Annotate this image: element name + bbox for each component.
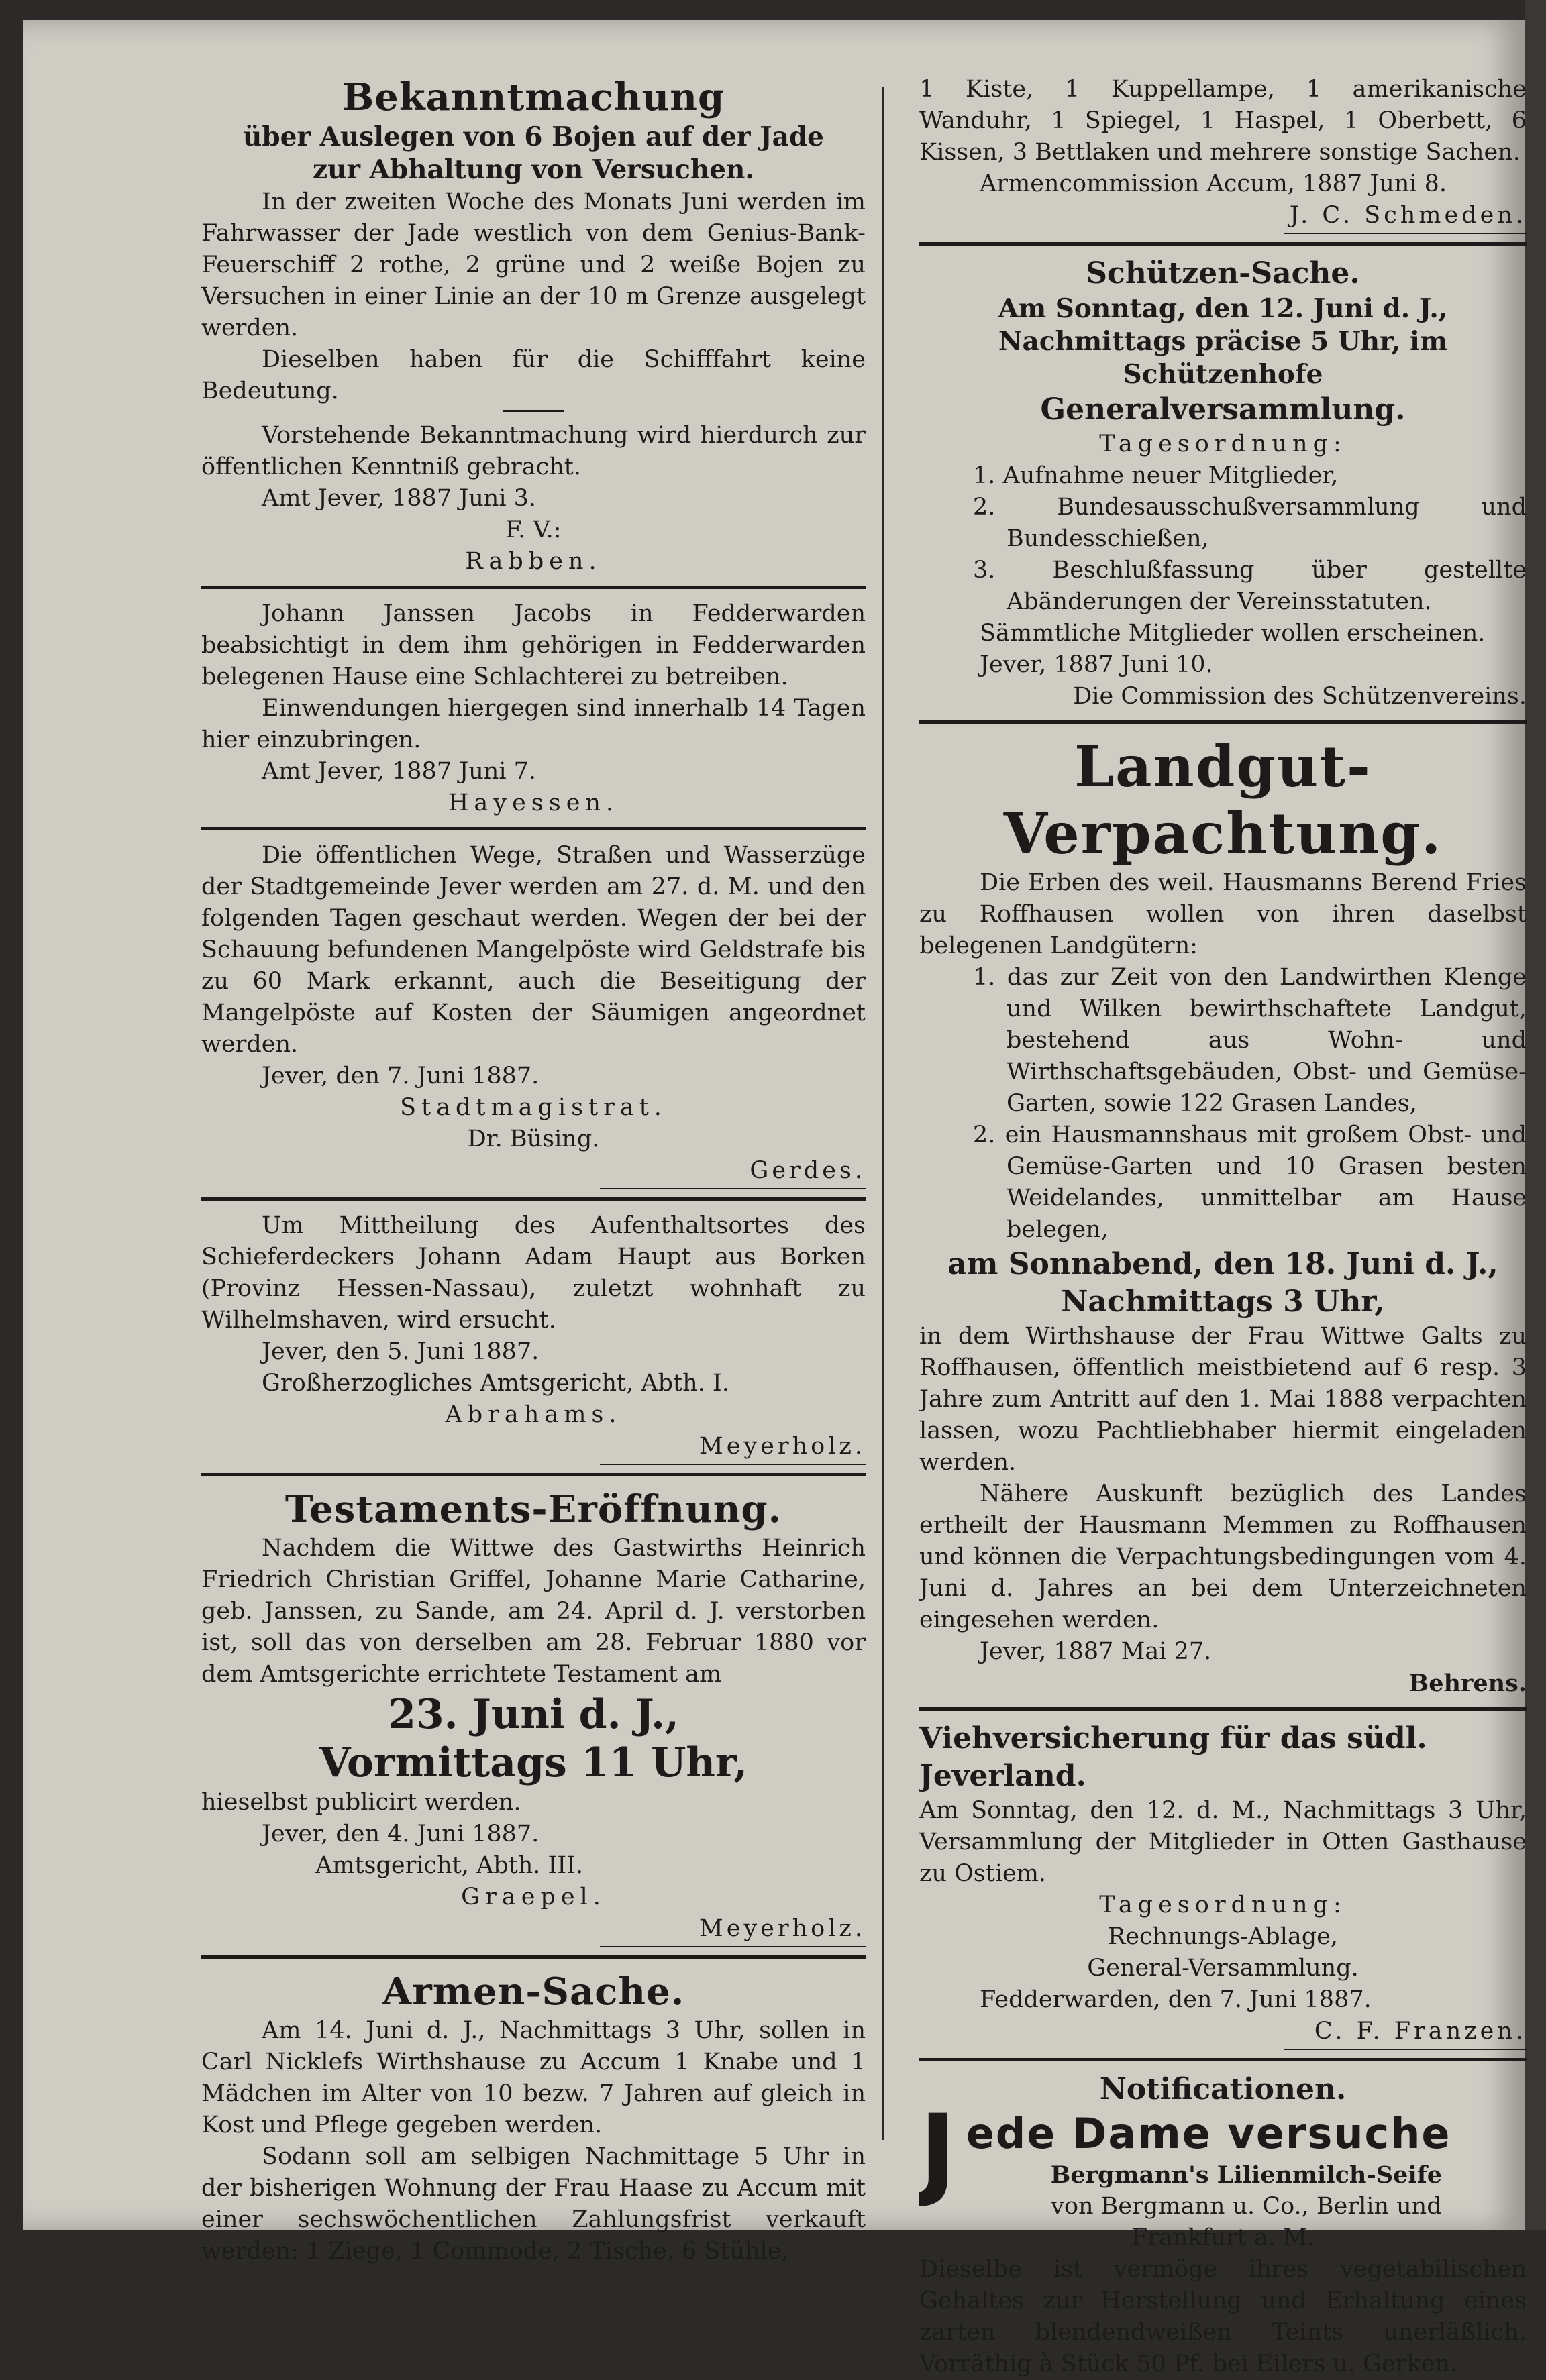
testament-place-date: Jever, den 4. Juni 1887. [262, 1821, 539, 1847]
landgut-item: 2. ein Hausmannshaus mit großem Obst- und Gemüse-Garten und 10 Grasen besten Weidelandes, unmittelbar am Hause belegen, [973, 1122, 1527, 1243]
section-rule [919, 242, 1527, 246]
bekanntmachung-text-2: Dieselben haben für die Schifffahrt keine Bedeutung. [201, 346, 866, 404]
bekanntmachung-text-1: In der zweiten Woche des Monats Juni werden im Fahrwasser der Jade westlich von dem Genius-Bank-Feuerschiff 2 rothe, 2 grüne und 2 weiße Bojen zu Versuchen in einer Linie an der 10 m Grenze ausgelegt werden. [201, 188, 866, 341]
wege-place-date: Jever, den 7. Juni 1887. [262, 1063, 539, 1089]
section-rule [919, 720, 1527, 724]
section-rule [201, 1473, 866, 1476]
notificationen-title: Notificationen. [1099, 2072, 1347, 2106]
testament-time: Vormittags 11 Uhr, [319, 1739, 748, 1786]
viehversicherung-item-2: General-Versammlung. [1087, 1955, 1359, 1982]
haupt-place-date: Jever, den 5. Juni 1887. [262, 1338, 539, 1365]
landgut-time: Nachmittags 3 Uhr, [1061, 1285, 1385, 1319]
viehversicherung-signature: C. F. Franzen. [1284, 2016, 1527, 2050]
schuetzen-item: 1. Aufnahme neuer Mitglieder, [973, 462, 1339, 489]
wege-text: Die öffentlichen Wege, Straßen und Wasserzüge der Stadtgemeinde Jever werden am 27. d. M. und den folgenden Tagen geschaut werden. Wegen der bei der Schauung befundenen Mangelpöste wird Geldstrafe bis zu 60 Mark erkannt, auch die Beseitigung der Mangelpöste auf Kosten der Säumigen angeordnet werden. [201, 842, 866, 1058]
testament-date: 23. Juni d. J., [388, 1691, 679, 1738]
janssen-place-date: Amt Jever, 1887 Juni 7. [262, 758, 537, 785]
wege-name: Dr. Büsing. [467, 1126, 600, 1152]
viehversicherung-text: Am Sonntag, den 12. d. M., Nachmittags 3 Uhr, Versammlung der Mitglieder in Otten Gasthause zu Ostiem. [919, 1797, 1527, 1887]
schuetzen-title: Schützen-Sache. [1086, 256, 1360, 290]
wege-authority: Stadtmagistrat. [400, 1094, 667, 1121]
column-divider [882, 87, 884, 2140]
testament-name: Graepel. [461, 1884, 606, 1910]
schuetzen-signature: Die Commission des Schützenvereins. [1073, 683, 1527, 710]
haupt-name: Abrahams. [445, 1401, 622, 1428]
schuetzen-line-1: Am Sonntag, den 12. Juni d. J., [998, 293, 1448, 324]
janssen-text-1: Johann Janssen Jacobs in Fedderwarden beabsichtigt in dem ihm gehörigen in Fedderwarden belegenen Hause eine Schlachterei zu betreiben. [201, 600, 866, 690]
section-rule [201, 827, 866, 830]
testament-authority: Amtsgericht, Abth. III. [315, 1852, 584, 1879]
landgut-signature: Behrens. [1408, 1670, 1527, 1697]
armen-title: Armen-Sache. [382, 1969, 685, 2014]
bekanntmachung-signature: Rabben. [465, 548, 602, 575]
jede-from-1: von Bergmann u. Co., Berlin und [1051, 2193, 1442, 2220]
section-rule [201, 1197, 866, 1201]
section-rule [919, 1707, 1527, 1711]
bekanntmachung-text-3: Vorstehende Bekanntmachung wird hierdurch zur öffentlichen Kenntniß gebracht. [201, 422, 866, 480]
page-edge [1525, 0, 1546, 2230]
jede-headline: ede Dame versuche [966, 2109, 1451, 2158]
schuetzen-tagesordnung: Tagesordnung: [1099, 431, 1347, 457]
schuetzen-item: 3. Beschlußfassung über gestellte Abänderungen der Vereinsstatuten. [973, 557, 1527, 615]
viehversicherung-place-date: Fedderwarden, den 7. Juni 1887. [980, 1986, 1372, 2013]
testament-signature: Meyerholz. [600, 1913, 866, 1947]
landgut-item: 1. das zur Zeit von den Landwirthen Klenge und Wilken bewirthschaftete Landgut, bestehend aus Wohn- und Wirthschaftsgebäuden, Obst- und Gemüse-Garten, sowie 122 Grasen Landes, [973, 964, 1527, 1117]
schuetzen-generalversammlung: Generalversammlung. [1040, 392, 1406, 427]
janssen-text-2: Einwendungen hiergegen sind innerhalb 14 Tagen hier einzubringen. [201, 695, 866, 753]
testament-text: Nachdem die Wittwe des Gastwirths Heinrich Friedrich Christian Griffel, Johanne Marie Catharine, geb. Janssen, zu Sande, am 24. April d. J. verstorben ist, soll das von derselben am 28. Februar 1880 vor dem Amtsgerichte errichtete Testament am [201, 1535, 866, 1688]
landgut-place-date: Jever, 1887 Mai 27. [980, 1638, 1212, 1665]
bekanntmachung-place-date: Amt Jever, 1887 Juni 3. [262, 485, 537, 512]
landgut-date: am Sonnabend, den 18. Juni d. J., [947, 1247, 1498, 1281]
haupt-text: Um Mittheilung des Aufenthaltsortes des Schieferdeckers Johann Adam Haupt aus Borken (Provinz Hessen-Nassau), zuletzt wohnhaft zu Wilhelmshaven, wird ersucht. [201, 1212, 866, 1334]
schuetzen-members: Sämmtliche Mitglieder wollen erscheinen. [980, 620, 1486, 647]
testament-title: Testaments-Eröffnung. [285, 1487, 782, 1531]
armen-place-date: Armencommission Accum, 1887 Juni 8. [980, 170, 1447, 197]
section-rule [919, 2058, 1527, 2061]
armen-signature: J. C. Schmeden. [1284, 200, 1527, 234]
landgut-text-2: in dem Wirthshause der Frau Wittwe Galts zu Roffhausen, öffentlich meistbietend auf 6 resp. 3 Jahre zum Antritt auf den 1. Mai 1888 verpachten lassen, wozu Pachtliebhaber hiermit eingeladen werden. [919, 1323, 1527, 1476]
jede-from-2: Frankfurt a. M. [1131, 2224, 1315, 2251]
wege-signature: Gerdes. [600, 1155, 866, 1189]
bekanntmachung-title: Bekanntmachung [342, 75, 725, 119]
janssen-signature: Hayessen. [448, 790, 619, 816]
bekanntmachung-subtitle-1: über Auslegen von 6 Bojen auf der Jade [243, 121, 824, 152]
section-rule [201, 586, 866, 589]
section-rule [201, 1955, 866, 1959]
bekanntmachung-subtitle-2: zur Abhaltung von Versuchen. [313, 154, 754, 185]
schuetzen-item: 2. Bundesausschußversammlung und Bundesschießen, [973, 494, 1527, 552]
right-column [919, 74, 1527, 2380]
jede-drop-letter: J [919, 2094, 957, 2210]
haupt-signature: Meyerholz. [600, 1431, 866, 1465]
haupt-authority: Großherzogliches Amtsgericht, Abth. I. [262, 1370, 729, 1397]
schuetzen-line-2: Nachmittags präcise 5 Uhr, im Schützenhofe [998, 326, 1448, 390]
armen-text-1: Am 14. Juni d. J., Nachmittags 3 Uhr, sollen in Carl Nicklefs Wirthshause zu Accum 1 Knabe und 1 Mädchen im Alter von 10 bezw. 7 Jahren auf gleich in Kost und Pflege gegeben werden. [201, 2017, 866, 2139]
bekanntmachung-fv: F. V.: [505, 517, 562, 543]
jede-text: Dieselbe ist vermöge ihres vegetabilischen Gehaltes zur Herstellung und Erhaltung eines zarten blendendweißen Teints unerläßlich. Vorräthig à Stück 50 Pf. bei Eilers u. Gerken. [919, 2256, 1527, 2377]
schuetzen-place-date: Jever, 1887 Juni 10. [980, 651, 1213, 678]
landgut-title: Landgut-Verpachtung. [1003, 733, 1443, 867]
jede-product: Bergmann's Lilienmilch-Seife [1050, 2161, 1443, 2189]
jede-dame-ad [919, 2094, 1527, 2380]
viehversicherung-item-1: Rechnungs-Ablage, [1107, 1923, 1338, 1950]
viehversicherung-tagesordnung: Tagesordnung: [1099, 1892, 1347, 1918]
viehversicherung-title: Viehversicherung für das südl. Jeverland. [919, 1721, 1427, 1793]
testament-text-2: hieselbst publicirt werden. [201, 1789, 521, 1816]
armen-continued: 1 Kiste, 1 Kuppellampe, 1 amerikanische Wanduhr, 1 Spiegel, 1 Haspel, 1 Oberbett, 6 Kissen, 3 Bettlaken und mehrere sonstige Sachen. [919, 76, 1527, 166]
landgut-text-3: Nähere Auskunft bezüglich des Landes ertheilt der Hausmann Memmen zu Roffhausen und können die Verpachtungsbedingungen vom 4. Juni d. Jahres an bei dem Unterzeichneten eingesehen werden. [919, 1480, 1527, 1633]
left-column [201, 74, 866, 2267]
divider [503, 410, 564, 412]
landgut-text-1: Die Erben des weil. Hausmanns Berend Fries zu Roffhausen wollen von ihren daselbst belegenen Landgütern: [919, 869, 1527, 959]
armen-text-2: Sodann soll am selbigen Nachmittage 5 Uhr in der bisherigen Wohnung der Frau Haase zu Accum mit einer sechswöchentlichen Zahlungsfrist verkauft werden: 1 Ziege, 1 Commode, 2 Tische, 6 Stühle, [201, 2143, 866, 2265]
